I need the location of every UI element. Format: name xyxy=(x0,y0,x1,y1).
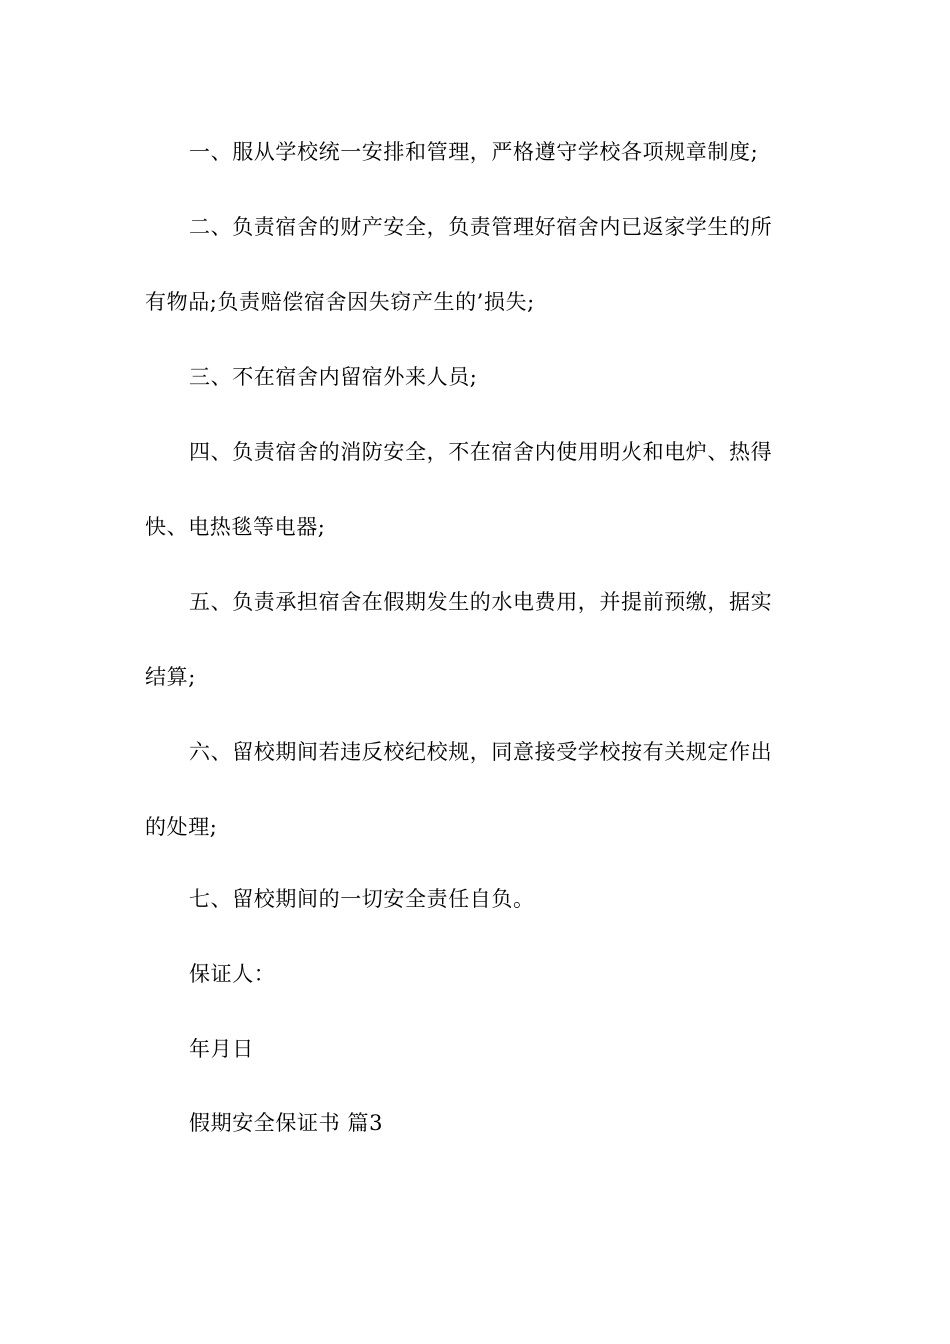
clause-4-line-2: 快、电热毯等电器; xyxy=(145,515,326,539)
clause-4-line-1: 四、负责宿舍的消防安全，不在宿舍内使用明火和电炉、热得 xyxy=(189,440,773,464)
guarantor-label: 保证人： xyxy=(189,962,276,986)
clause-2-line-2: 有物品;负责赔偿宿舍因失窃产生的’损失; xyxy=(145,290,535,314)
clause-6-line-1: 六、留校期间若违反校纪校规，同意接受学校按有关规定作出 xyxy=(189,740,773,764)
clause-7: 七、留校期间的一切安全责任自负。 xyxy=(189,887,535,911)
clause-2-line-1: 二、负责宿舍的财产安全，负责管理好宿舍内已返家学生的所 xyxy=(189,215,773,239)
clause-5-line-2: 结算; xyxy=(145,665,196,689)
clause-3: 三、不在宿舍内留宿外来人员; xyxy=(189,365,478,389)
date-line: 年月日 xyxy=(189,1037,254,1061)
section-heading: 假期安全保证书 篇3 xyxy=(189,1111,384,1135)
clause-6-line-2: 的处理; xyxy=(145,815,218,839)
clause-1: 一、服从学校统一安排和管理，严格遵守学校各项规章制度; xyxy=(189,140,759,164)
clause-5-line-1: 五、负责承担宿舍在假期发生的水电费用，并提前预缴，据实 xyxy=(189,590,773,614)
